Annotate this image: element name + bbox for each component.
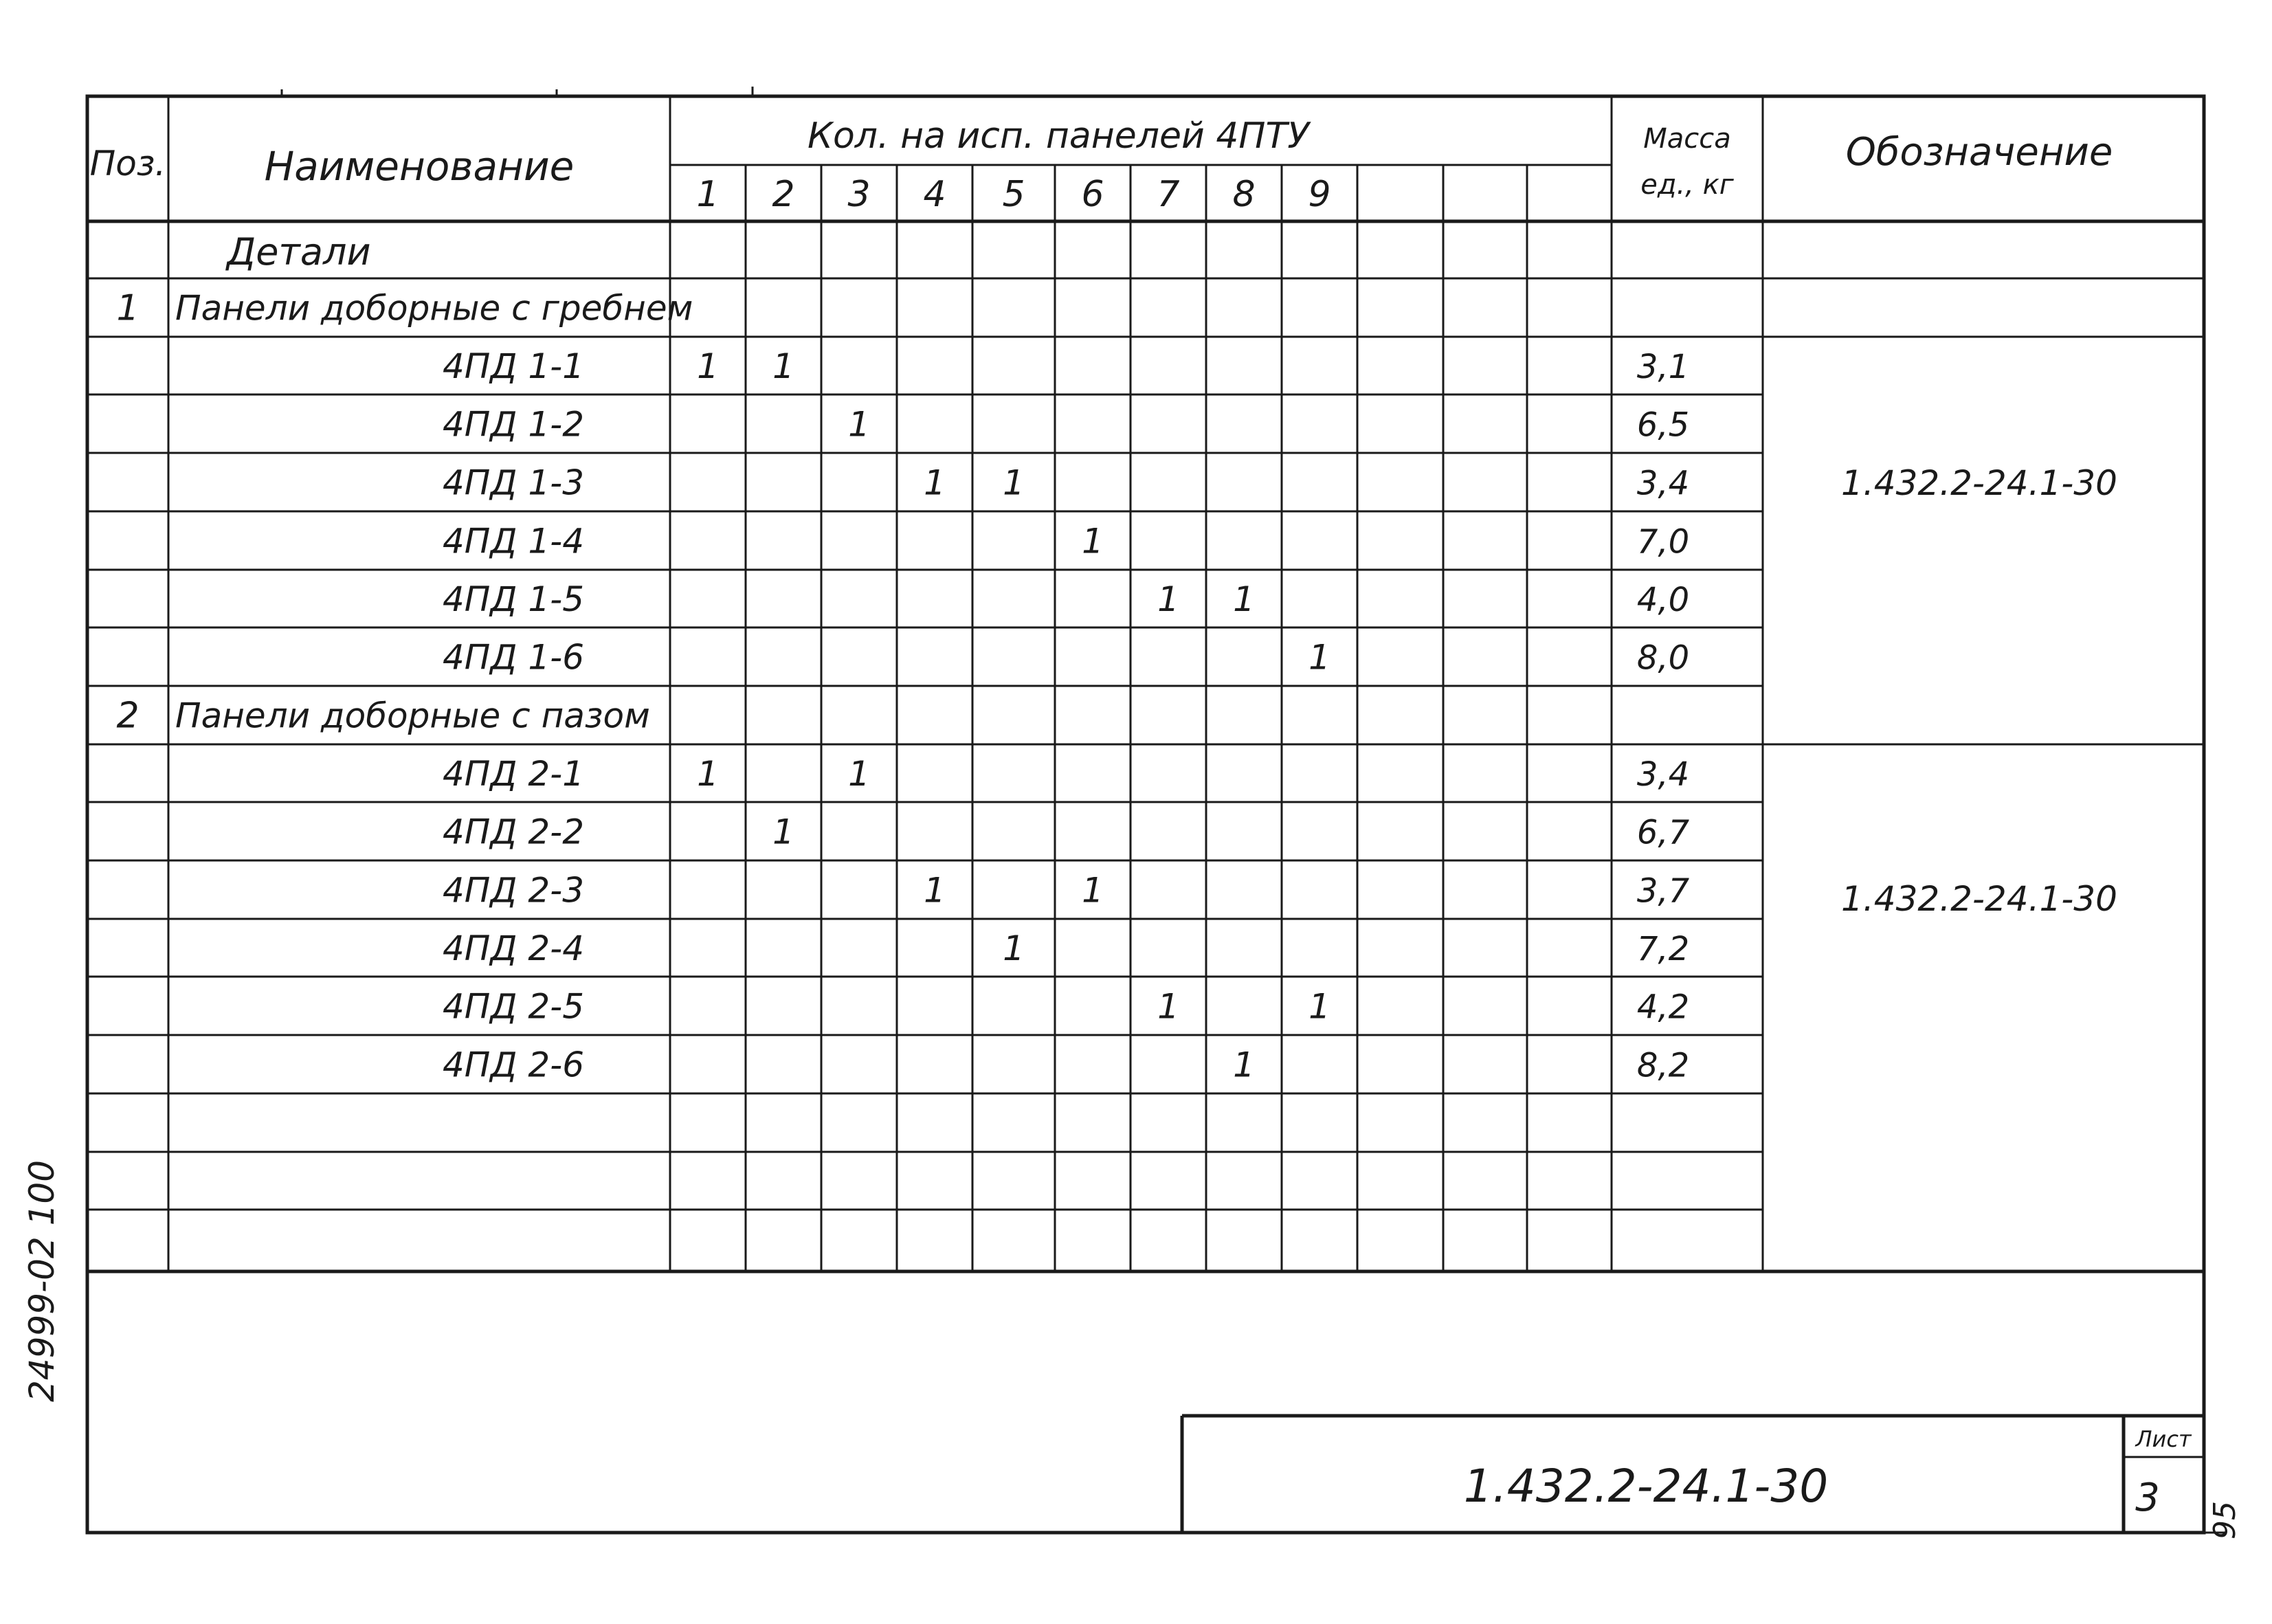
- qty-cell: 1: [924, 463, 946, 503]
- qty-col-header: 2: [772, 174, 795, 215]
- item-name: 4ПД 2-6: [442, 1045, 584, 1085]
- item-mass: 3,4: [1636, 755, 1690, 794]
- item-name: 4ПД 2-5: [442, 986, 584, 1027]
- qty-col-header: 7: [1157, 174, 1180, 215]
- qty-cell: 1: [848, 404, 870, 445]
- group-title: Панели доборные с пазом: [175, 696, 650, 736]
- item-name: 4ПД 2-2: [442, 812, 584, 852]
- qty-col-header: 3: [847, 174, 871, 215]
- qty-column-lines: [746, 165, 1527, 1271]
- group-2-designation: 1.432.2-24.1-30: [1841, 879, 2117, 919]
- item-name: 4ПД 1-2: [442, 404, 584, 445]
- group-pos: 2: [116, 695, 140, 737]
- qty-cell: 1: [1082, 521, 1104, 561]
- item-name: 4ПД 2-1: [442, 754, 584, 794]
- item-mass: 8,0: [1636, 638, 1690, 678]
- qty-column-headers: [696, 174, 1330, 215]
- qty-cell: 1: [1157, 579, 1179, 619]
- qty-cell: 1: [1003, 928, 1025, 968]
- qty-cell: 1: [1308, 637, 1330, 678]
- item-mass: 6,7: [1636, 813, 1690, 852]
- qty-cell: 1: [1003, 463, 1025, 503]
- qty-cell: 1: [772, 346, 794, 386]
- header-designation: Обозначение: [1845, 130, 2113, 175]
- item-mass: 3,7: [1636, 871, 1690, 911]
- qty-cell: 1: [1233, 579, 1255, 619]
- header-mass-line2: ед., кг: [1640, 169, 1734, 201]
- qty-col-header: 6: [1081, 174, 1104, 215]
- page-mark: 95: [2207, 1501, 2242, 1539]
- qty-col-header: 8: [1232, 174, 1256, 215]
- qty-col-header: 4: [923, 174, 946, 215]
- item-mass: 4,2: [1636, 988, 1690, 1027]
- group-title: Панели доборные с гребнем: [175, 288, 693, 329]
- item-name: 4ПД 1-1: [442, 346, 584, 386]
- sheet-number: 3: [2135, 1476, 2160, 1520]
- qty-cell: 1: [1157, 986, 1179, 1027]
- item-name: 4ПД 2-3: [442, 870, 584, 911]
- item-name: 4ПД 2-4: [442, 928, 584, 968]
- qty-cell: 1: [697, 346, 719, 386]
- item-name: 4ПД 1-6: [442, 637, 584, 678]
- group-1-designation: 1.432.2-24.1-30: [1841, 463, 2117, 503]
- qty-cell: 1: [1233, 1045, 1255, 1085]
- qty-cell: 1: [1082, 870, 1104, 911]
- item-name: 4ПД 1-4: [442, 521, 584, 561]
- header-mass-line1: Масса: [1643, 123, 1731, 155]
- item-mass: 6,5: [1636, 405, 1690, 445]
- margin-stamp: 24999-02 100: [22, 1159, 62, 1402]
- qty-cell: 1: [772, 812, 794, 852]
- item-mass: 7,2: [1636, 930, 1690, 968]
- header-name: Наименование: [264, 143, 575, 190]
- header-qty-group: Кол. на исп. панелей 4ПТУ: [808, 115, 1309, 157]
- qty-cell: 1: [924, 870, 946, 911]
- qty-cell: 1: [848, 754, 870, 794]
- item-mass: 7,0: [1636, 522, 1690, 561]
- item-mass: 3,4: [1636, 464, 1690, 503]
- qty-cell: 1: [1308, 986, 1330, 1027]
- item-name: 4ПД 1-3: [442, 463, 584, 503]
- qty-col-header: 9: [1308, 174, 1331, 215]
- section-title: Детали: [227, 230, 371, 274]
- group-pos: 1: [116, 287, 140, 329]
- item-mass: 8,2: [1636, 1046, 1690, 1085]
- doc-code: 1.432.2-24.1-30: [1463, 1460, 1829, 1513]
- row-lines: [87, 278, 2204, 1210]
- item-name: 4ПД 1-5: [442, 579, 584, 619]
- qty-col-header: 5: [1002, 174, 1025, 215]
- qty-cell: 1: [697, 754, 719, 794]
- qty-col-header: 1: [696, 174, 720, 215]
- item-mass: 3,1: [1636, 348, 1690, 386]
- sheet-label: Лист: [2135, 1426, 2192, 1452]
- item-mass: 4,0: [1636, 581, 1690, 619]
- header-pos: Поз.: [89, 144, 166, 183]
